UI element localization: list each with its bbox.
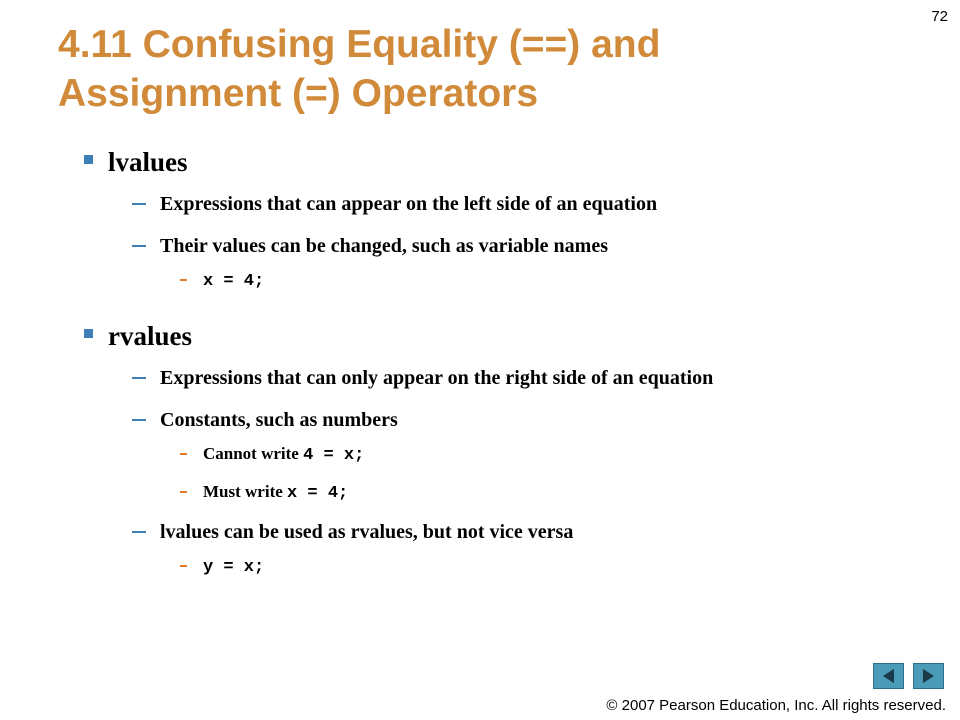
sub-bullet-text: Expressions that can only appear on the right side of an equation	[160, 367, 714, 389]
slide-navigation	[873, 663, 945, 689]
square-bullet-icon	[84, 329, 93, 338]
dash-bullet-icon	[180, 491, 187, 493]
sub-sub-bullet	[80, 442, 940, 468]
slide-body	[80, 142, 940, 592]
sub-bullet-text: lvalues can be used as rvalues, but not vice versa	[160, 521, 574, 543]
slide-title-line: 4.11 Confusing Equality (==) and	[58, 23, 661, 66]
bullet-text: rvalues	[108, 321, 192, 351]
bullet-lvalues	[80, 142, 940, 182]
sub-bullet	[80, 518, 940, 546]
slide-title	[58, 20, 918, 118]
dash-bullet-icon	[180, 453, 187, 455]
dash-bullet-icon	[132, 419, 146, 421]
sub-sub-bullet-text: Cannot write	[203, 444, 304, 463]
sub-sub-bullet	[80, 268, 940, 294]
sub-bullet	[80, 232, 940, 260]
code-snippet: y = x;	[203, 558, 265, 577]
dash-bullet-icon	[180, 279, 187, 281]
sub-sub-bullet-text: Must write	[203, 482, 288, 501]
dash-bullet-icon	[132, 531, 146, 533]
code-snippet: 4 = x;	[303, 446, 365, 465]
bullet-rvalues	[80, 316, 940, 356]
slide-title-line: Assignment (=) Operators	[58, 72, 539, 115]
code-snippet: x = 4;	[287, 484, 349, 503]
sub-bullet	[80, 364, 940, 392]
sub-sub-bullet	[80, 554, 940, 580]
square-bullet-icon	[84, 155, 93, 164]
dash-bullet-icon	[180, 565, 187, 567]
bullet-text: lvalues	[108, 147, 188, 177]
sub-bullet-text: Their values can be changed, such as variable names	[160, 235, 608, 257]
sub-bullet-text: Constants, such as numbers	[160, 409, 398, 431]
next-slide-button[interactable]	[913, 663, 944, 689]
dash-bullet-icon	[132, 203, 146, 205]
triangle-right-icon	[914, 664, 943, 688]
sub-bullet	[80, 190, 940, 218]
previous-slide-button[interactable]	[873, 663, 904, 689]
triangle-left-icon	[874, 664, 903, 688]
copyright-notice: © 2007 Pearson Education, Inc. All rights reserved.	[606, 697, 946, 714]
dash-bullet-icon	[132, 377, 146, 379]
code-snippet: x = 4;	[203, 272, 265, 291]
page-number: 72	[931, 8, 948, 25]
sub-sub-bullet	[80, 480, 940, 506]
dash-bullet-icon	[132, 245, 146, 247]
sub-bullet	[80, 406, 940, 434]
sub-bullet-text: Expressions that can appear on the left side of an equation	[160, 193, 658, 215]
